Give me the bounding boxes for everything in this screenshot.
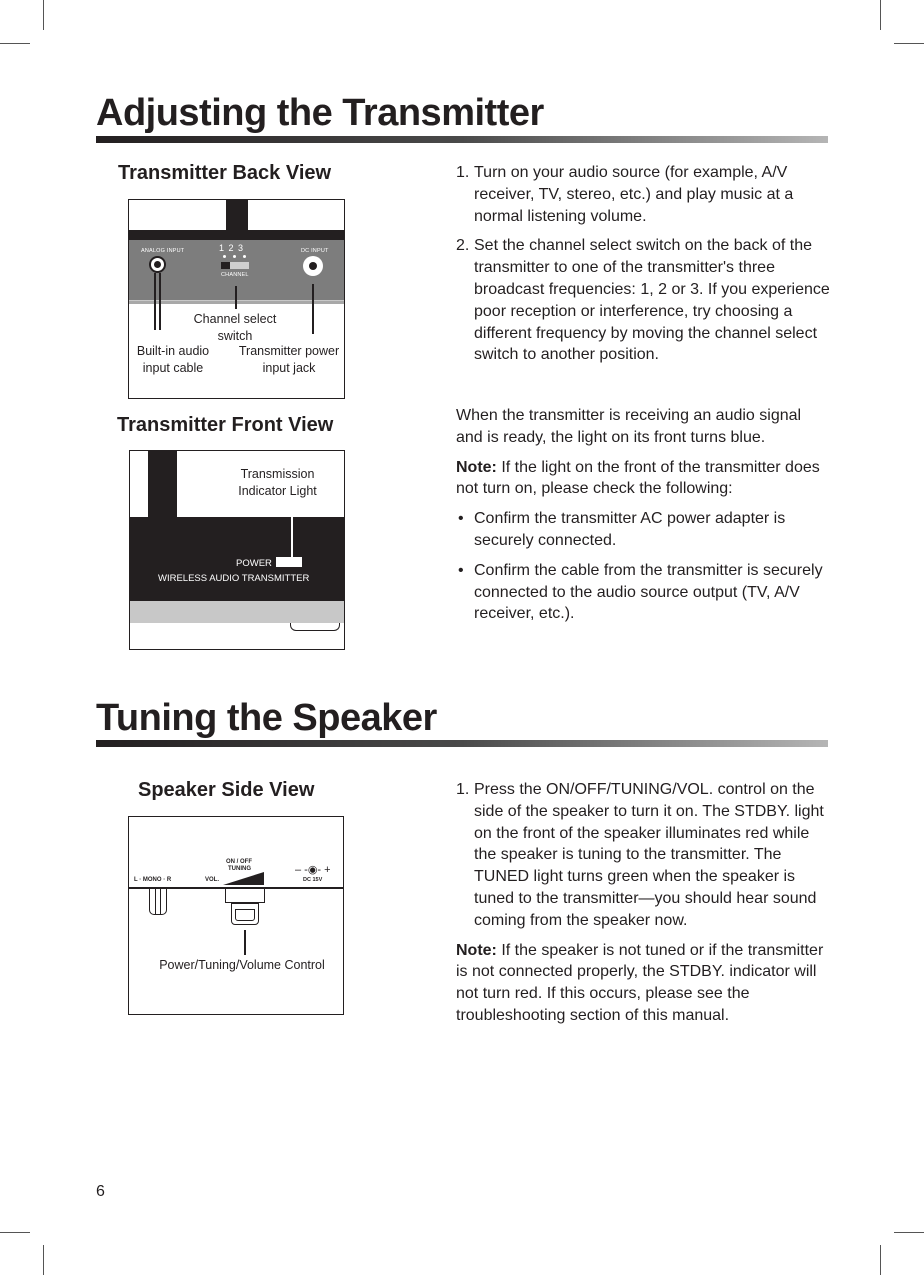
analog-input-label: ANALOG INPUT <box>141 248 185 254</box>
crop-mark <box>880 0 881 30</box>
crop-mark <box>0 43 30 44</box>
step-number: 1. <box>456 781 470 798</box>
note-label: Note: <box>456 941 497 959</box>
crop-mark <box>894 1232 924 1233</box>
section-title-adjusting-transmitter: Adjusting the Transmitter <box>96 92 544 134</box>
channel-switch-knob <box>221 262 230 269</box>
device-stand <box>148 451 177 517</box>
transmitter-back-view-diagram <box>128 199 345 399</box>
step-number: 1. <box>456 164 470 181</box>
ready-text: When the transmitter is receiving an audio signal and is ready, the light on its front turns blue. <box>456 407 802 446</box>
channel-dot <box>233 255 236 258</box>
audio-cable-callout: Built-in audio input cable <box>136 344 210 375</box>
mono-label: L · MONO · R <box>134 877 172 883</box>
knob-collar <box>225 889 265 903</box>
channel-numbers: 1 2 3 <box>219 243 245 253</box>
bullet-icon: • <box>458 561 464 579</box>
list-item <box>456 508 832 552</box>
indicator-light-callout: Transmission Indicator Light <box>238 467 317 498</box>
dc-input-label: DC INPUT <box>301 248 329 254</box>
transmitter-front-view-diagram <box>129 450 345 650</box>
switch-line <box>155 889 156 914</box>
device-top <box>129 230 344 240</box>
power-indicator-light <box>276 557 302 567</box>
note-label: Note: <box>456 458 497 476</box>
device-foot <box>290 623 340 631</box>
channel-dot <box>243 255 246 258</box>
section-title-tuning-speaker: Tuning the Speaker <box>96 697 437 739</box>
volume-ramp-icon <box>223 872 265 886</box>
power-label: POWER <box>236 558 272 569</box>
cable-callout-line <box>159 273 161 330</box>
transmitter-front-view-title: Transmitter Front View <box>117 414 334 436</box>
bullet-text: Confirm the transmitter AC power adapter is securely connected. <box>474 510 786 549</box>
list-item <box>456 560 832 625</box>
crop-mark <box>880 1245 881 1275</box>
knob-inner <box>235 909 255 921</box>
note-paragraph <box>456 457 832 501</box>
channel-dot <box>223 255 226 258</box>
step-2 <box>456 235 832 366</box>
vol-label: VOL. <box>205 877 220 883</box>
section-rule <box>96 740 828 747</box>
control-callout-line <box>244 930 246 955</box>
transmitter-back-view-title: Transmitter Back View <box>118 162 332 184</box>
speaker-side-view-title: Speaker Side View <box>138 779 315 801</box>
page-number: 6 <box>96 1183 105 1200</box>
dc-label: DC 15V <box>303 877 323 883</box>
bullet-icon: • <box>458 510 464 528</box>
device-base <box>130 601 344 623</box>
power-jack-callout: Transmitter power input jack <box>238 344 340 375</box>
speaker-instructions <box>456 779 832 1027</box>
crop-mark <box>0 1232 30 1233</box>
bullet-text: Confirm the cable from the transmitter is securely connected to the audio source output (TV, A/V receiver, etc.). <box>474 561 823 623</box>
transmitter-instructions <box>456 162 832 374</box>
section-rule <box>96 136 828 143</box>
device-name-label: WIRELESS AUDIO TRANSMITTER <box>158 573 310 584</box>
step-text: Set the channel select switch on the back of the transmitter to one of the transmitter's three broadcast frequencies: 1, 2 or 3. If you experience poor reception or interference, try choosing a different frequency by moving the channel select switch to another position. <box>474 237 830 364</box>
step-1 <box>456 162 832 227</box>
dc-jack-center <box>309 262 317 270</box>
transmitter-status-notes <box>456 405 832 633</box>
step-number: 2. <box>456 237 470 255</box>
note-paragraph <box>456 940 832 1027</box>
step-1 <box>456 779 832 932</box>
speaker-side-view-diagram <box>128 816 344 1015</box>
on-off-label: ON / OFF <box>226 859 252 865</box>
mono-switch <box>149 889 167 915</box>
crop-mark <box>43 0 44 30</box>
device-stand <box>226 200 248 230</box>
light-callout-line <box>291 501 293 559</box>
cable-callout-line <box>154 273 156 330</box>
crop-mark <box>43 1245 44 1275</box>
note-text: If the light on the front of the transmitter does not turn on, please check the following: <box>456 458 820 498</box>
note-text: If the speaker is not tuned or if the transmitter is not connected properly, the STDBY. indicator will not turn red. If this occurs, please see the troubleshooting section of this manual. <box>456 941 824 1024</box>
step-text: Turn on your audio source (for example, A/V receiver, TV, stereo, etc.) and play music at a normal listening volume. <box>474 164 794 225</box>
switch-line <box>160 889 161 914</box>
jack-center <box>154 261 161 268</box>
channel-label: CHANNEL <box>221 272 249 278</box>
control-callout: Power/Tuning/Volume Control <box>159 958 325 972</box>
channel-select-callout: Channel select switch <box>193 312 277 343</box>
dc-polarity-icon: – -◉- + <box>295 864 331 876</box>
tuning-label: TUNING <box>228 866 251 872</box>
channel-callout-line <box>235 286 237 309</box>
power-callout-line <box>312 284 314 334</box>
step-text: Press the ON/OFF/TUNING/VOL. control on the side of the speaker to turn it on. The STDBY. light on the front of the speaker illuminates red while the speaker is tuning to the transmitter. The TUNED light turns green when the speaker is tuned to the transmitter—you should hear sound coming from the speaker now. <box>474 781 824 929</box>
crop-mark <box>894 43 924 44</box>
